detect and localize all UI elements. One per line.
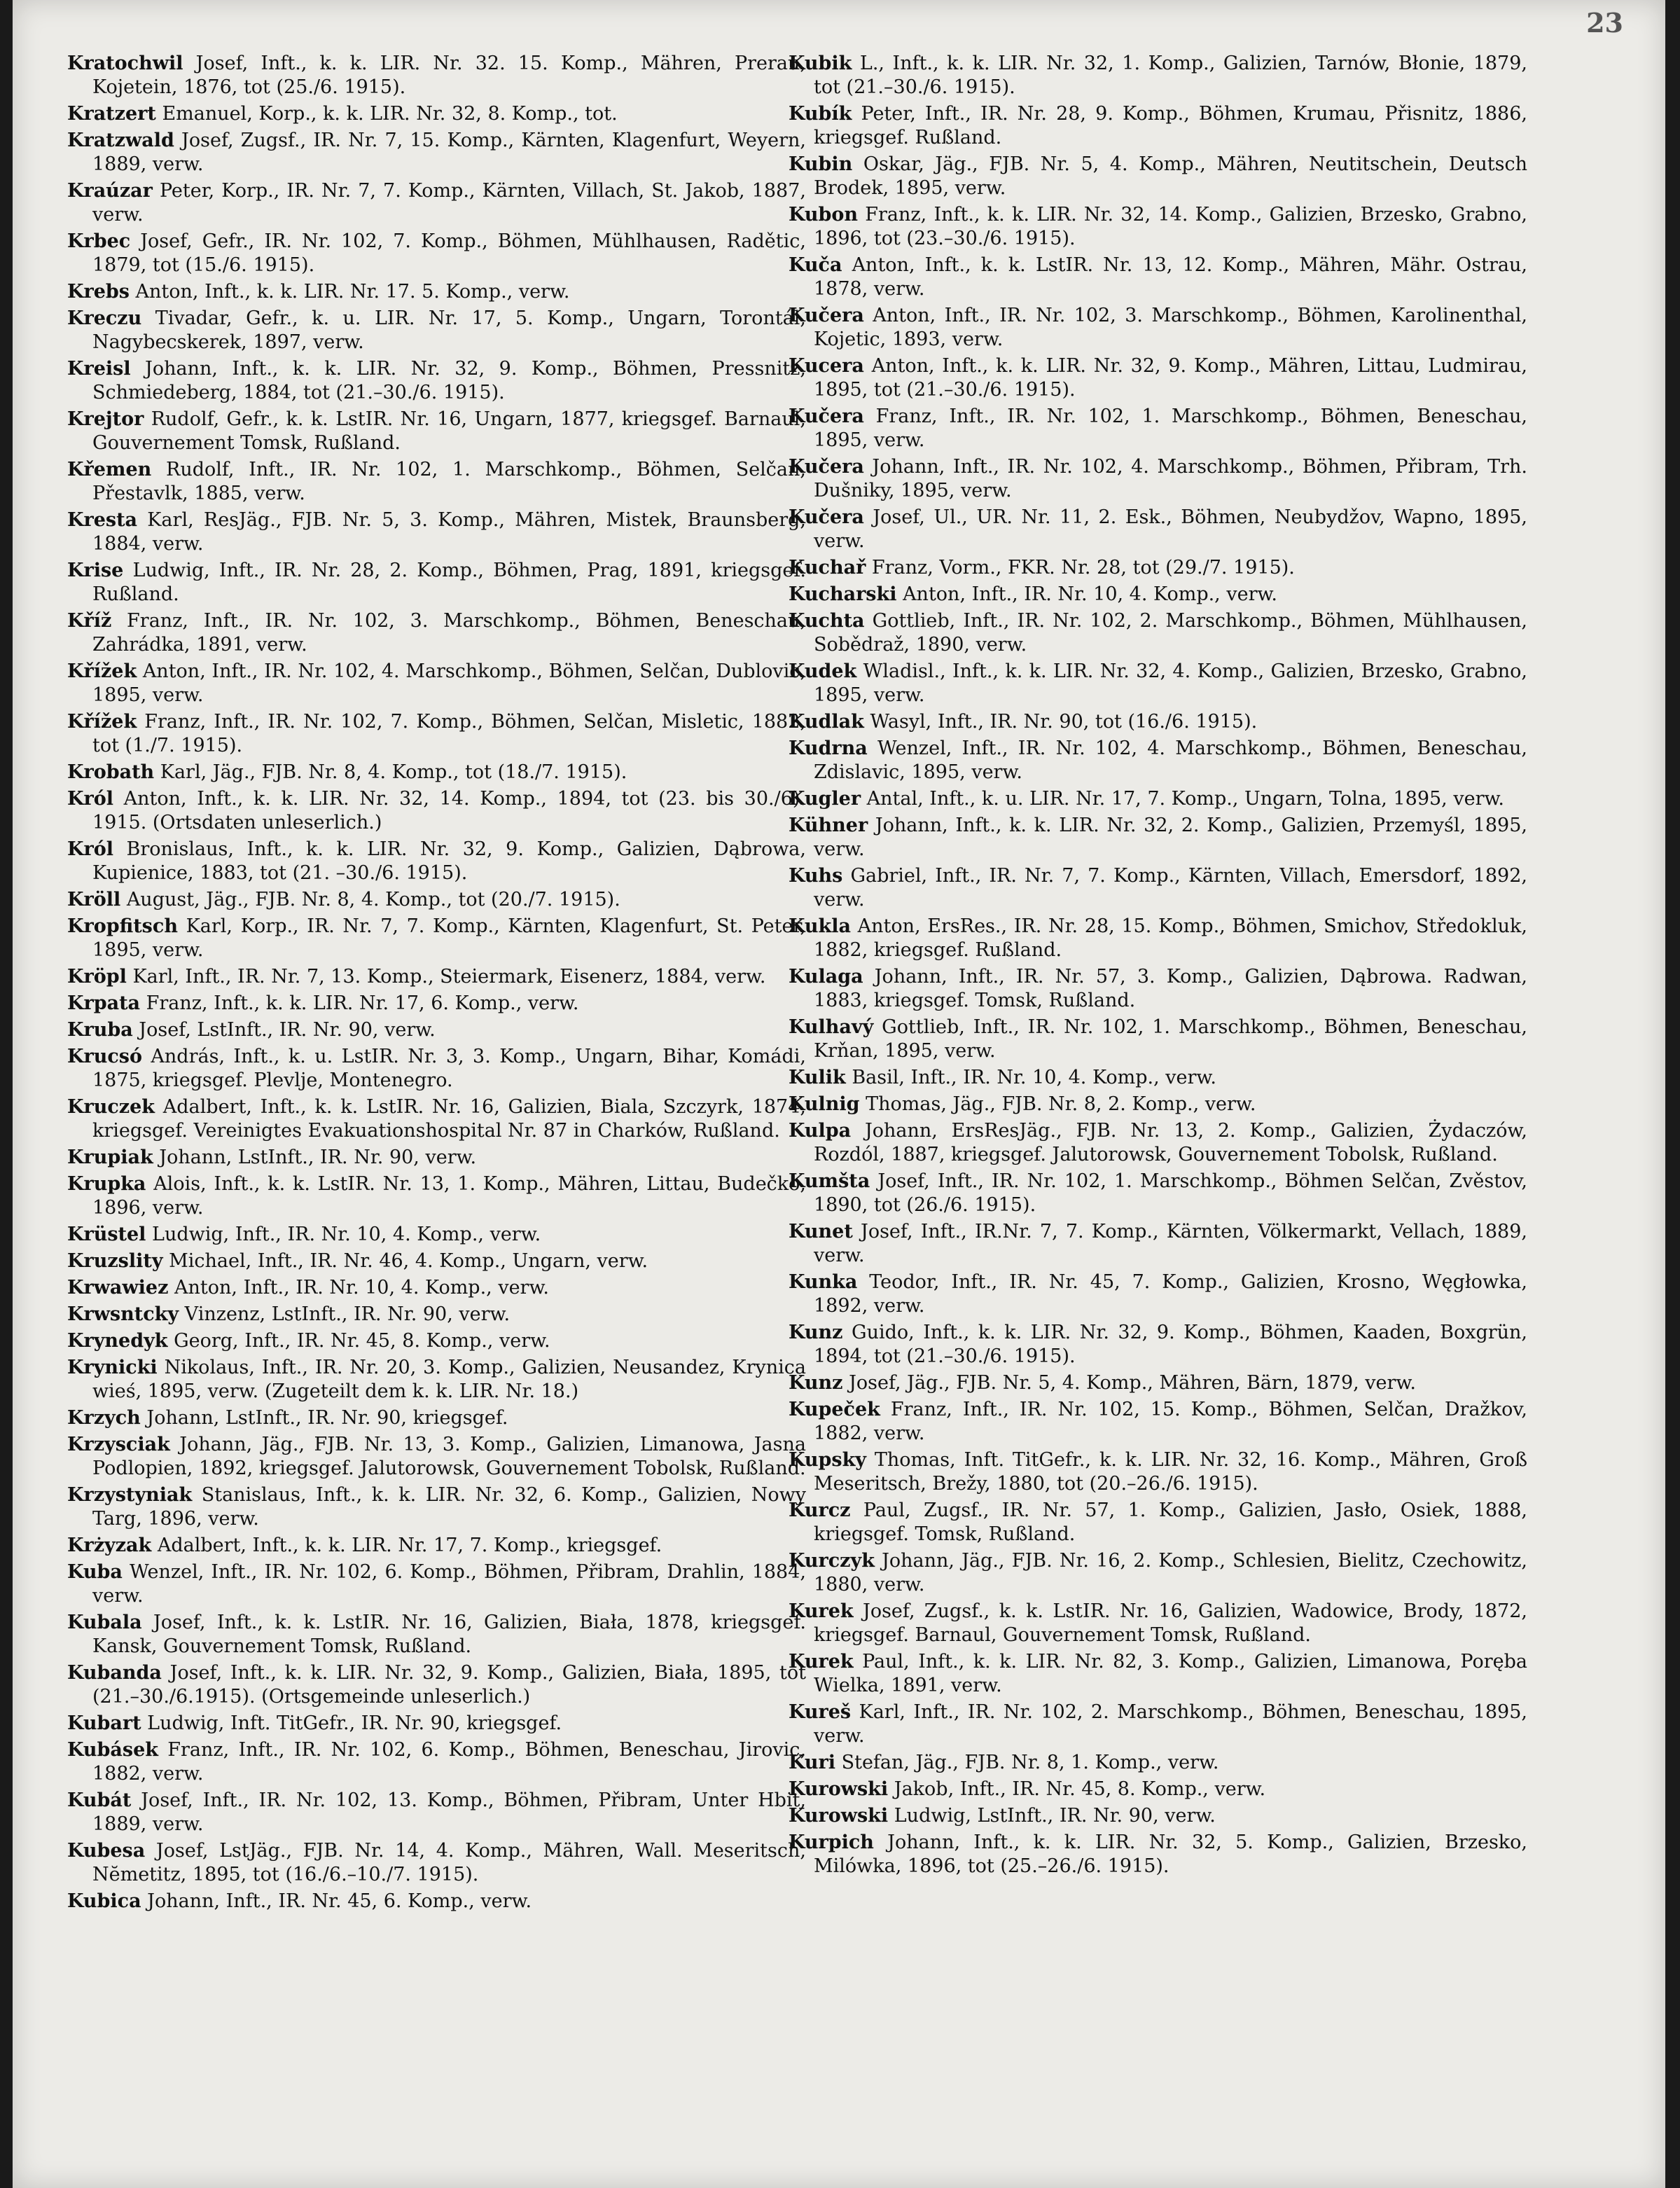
entry-details: L., Inft., k. k. LIR. Nr. 32, 1. Komp., Galizien, Tarnów, Błonie, 1879, tot (21.–30./6. 1915).: [814, 53, 1527, 98]
entry-surname: Kulaga: [789, 966, 863, 988]
list-entry: [789, 1066, 1527, 1090]
entry-details: Johann, Inft., k. k. LIR. Nr. 32, 9. Komp., Böhmen, Pressnitz, Schmiedeberg, 1884, tot (21.–30./6. 1915).: [92, 358, 806, 403]
entry-surname: Kunka: [789, 1271, 858, 1293]
entry-details: Franz, Inft., k. k. LIR. Nr. 32, 14. Komp., Galizien, Brzesko, Grabno, 1896, tot (23.–30./6. 1915).: [814, 204, 1527, 249]
entry-details: Antal, Inft., k. u. LIR. Nr. 17, 7. Komp., Ungarn, Tolna, 1895, verw.: [866, 788, 1504, 810]
list-entry: [789, 609, 1527, 657]
entry-surname: Kuba: [67, 1561, 123, 1583]
entry-details: Franz, Inft., k. k. LIR. Nr. 17, 6. Komp., verw.: [146, 992, 579, 1014]
entry-details: Franz, Vorm., FKR. Nr. 28, tot (29./7. 1915).: [871, 557, 1295, 579]
entry-surname: Kubin: [789, 153, 853, 175]
entry-details: Josef, LstJäg., FJB. Nr. 14, 4. Komp., Mähren, Wall. Meseritsch, Nĕmetitz, 1895, tot (16./6.–10./7. 1915).: [92, 1840, 806, 1885]
entry-surname: Kreisl: [67, 358, 131, 380]
entry-details: Wenzel, Inft., IR. Nr. 102, 4. Marschkomp., Böhmen, Beneschau, Zdislavic, 1895, verw.: [814, 738, 1527, 783]
list-entry: [67, 1534, 806, 1558]
entry-surname: Kratochwil: [67, 53, 183, 74]
list-entry: [67, 52, 806, 99]
entry-surname: Krynedyk: [67, 1330, 168, 1352]
entry-surname: Kulik: [789, 1067, 846, 1088]
entry-details: Thomas, Inft. TitGefr., k. k. LIR. Nr. 32, 16. Komp., Mähren, Groß Meseritsch, Brežy, 1880, tot (20.–26./6. 1915).: [814, 1449, 1527, 1495]
entry-surname: Křemen: [67, 459, 152, 480]
entry-details: Wladisl., Inft., k. k. LIR. Nr. 32, 4. Komp., Galizien, Brzesko, Grabno, 1895, verw.: [814, 660, 1528, 706]
left-column: [67, 52, 806, 1916]
entry-surname: Kulnig: [789, 1093, 860, 1115]
list-entry: [67, 1738, 806, 1786]
entry-surname: Krwsntcky: [67, 1303, 179, 1325]
entry-details: Johann, LstInft., IR. Nr. 90, verw.: [159, 1147, 477, 1168]
entry-details: Paul, Inft., k. k. LIR. Nr. 82, 3. Komp., Galizien, Limanowa, Poręba Wielka, 1891, verw.: [814, 1651, 1527, 1696]
list-entry: [789, 814, 1527, 861]
list-entry: [789, 864, 1527, 912]
entry-details: Anton, Inft., IR. Nr. 10, 4. Komp., verw.: [174, 1277, 549, 1299]
list-entry: [67, 1276, 806, 1300]
list-entry: [67, 1789, 806, 1836]
entry-details: Anton, Inft., k. k. LstIR. Nr. 13, 12. Komp., Mähren, Mähr. Ostrau, 1878, verw.: [814, 254, 1527, 300]
entry-details: Stanislaus, Inft., k. k. LIR. Nr. 32, 6. Komp., Galizien, Nowy Targ, 1896, verw.: [92, 1484, 806, 1530]
entry-details: Bronislaus, Inft., k. k. LIR. Nr. 32, 9. Komp., Galizien, Dąbrowa, Kupienice, 1883, tot (21. –30./6. 1915).: [92, 838, 806, 884]
entry-details: Anton, Inft., k. k. LIR. Nr. 32, 9. Komp., Mähren, Littau, Ludmirau, 1895, tot (21.–30./6. 1915).: [814, 355, 1527, 401]
list-entry: [789, 203, 1527, 251]
entry-surname: Kruba: [67, 1019, 133, 1041]
list-entry: [789, 1778, 1527, 1801]
entry-surname: Kuri: [789, 1752, 835, 1773]
entry-surname: Kuchta: [789, 610, 865, 632]
list-entry: [67, 609, 806, 657]
entry-details: Teodor, Inft., IR. Nr. 45, 7. Komp., Galizien, Krosno, Węgłowka, 1892, verw.: [814, 1271, 1527, 1317]
list-entry: [67, 1303, 806, 1327]
entry-details: Anton, Inft., IR. Nr. 102, 3. Marschkomp., Böhmen, Karolinenthal, Kojetic, 1893, verw.: [814, 305, 1527, 350]
entry-surname: Křížek: [67, 660, 137, 682]
list-entry: [789, 915, 1527, 962]
entry-surname: Krupiak: [67, 1147, 153, 1168]
entry-surname: Kubásek: [67, 1739, 158, 1761]
list-entry: [789, 660, 1527, 707]
right-column: [789, 52, 1527, 1881]
list-entry: [67, 508, 806, 556]
list-entry: [789, 254, 1527, 301]
entry-surname: Kubesa: [67, 1840, 146, 1862]
entry-surname: Kubala: [67, 1612, 142, 1633]
entry-details: Josef, Inft., k. k. LIR. Nr. 32. 15. Komp., Mähren, Prerau, Kojetein, 1876, tot (25./6. 1915).: [92, 53, 806, 98]
list-entry: [67, 1890, 806, 1913]
list-entry: [67, 1146, 806, 1170]
entry-details: Ludwig, Inft. TitGefr., IR. Nr. 90, kriegsgef.: [147, 1712, 562, 1734]
entry-surname: Kudek: [789, 660, 857, 682]
list-entry: [789, 1119, 1527, 1167]
entry-surname: Kucera: [789, 355, 864, 377]
list-entry: [67, 179, 806, 227]
list-entry: [789, 153, 1527, 200]
list-entry: [67, 965, 806, 989]
entry-surname: Krzych: [67, 1407, 141, 1429]
entry-details: Rudolf, Inft., IR. Nr. 102, 1. Marschkomp., Böhmen, Selčan, Přestavlk, 1885, verw.: [92, 459, 806, 504]
entry-surname: Kresta: [67, 509, 138, 531]
entry-surname: Kuča: [789, 254, 842, 276]
list-entry: [789, 737, 1527, 784]
list-entry: [67, 458, 806, 506]
entry-details: Gottlieb, Inft., IR. Nr. 102, 1. Marschkomp., Böhmen, Beneschau, Krňan, 1895, verw.: [814, 1016, 1527, 1062]
entry-surname: Kucharski: [789, 583, 897, 605]
entry-details: Josef, Gefr., IR. Nr. 102, 7. Komp., Böhmen, Mühlhausen, Radětic, 1879, tot (15./6. 1915).: [92, 230, 806, 276]
list-entry: [67, 1329, 806, 1353]
entry-details: Peter, Inft., IR. Nr. 28, 9. Komp., Böhmen, Krumau, Přisnitz, 1886, kriegsgef. Rußland.: [814, 103, 1527, 148]
list-entry: [789, 1499, 1527, 1546]
entry-surname: Kröll: [67, 889, 121, 910]
entry-details: Franz, Inft., IR. Nr. 102, 3. Marschkomp., Böhmen, Beneschau, Zahrádka, 1891, verw.: [92, 610, 807, 656]
entry-surname: Kratzwald: [67, 130, 174, 151]
list-entry: [67, 129, 806, 176]
list-entry: [789, 1448, 1527, 1496]
list-entry: [67, 1433, 806, 1481]
list-entry: [67, 1712, 806, 1736]
entry-details: Franz, Inft., IR. Nr. 102, 15. Komp., Böhmen, Selčan, Dražkov, 1882, verw.: [814, 1399, 1527, 1444]
list-entry: [789, 1170, 1527, 1217]
entry-details: Wasyl, Inft., IR. Nr. 90, tot (16./6. 1915).: [870, 711, 1258, 733]
entry-surname: Kubica: [67, 1890, 141, 1912]
list-entry: [789, 1600, 1527, 1647]
entry-surname: Kurowski: [789, 1805, 889, 1827]
entry-surname: Kugler: [789, 788, 861, 810]
entry-details: Vinzenz, LstInft., IR. Nr. 90, verw.: [184, 1303, 511, 1325]
entry-surname: Kratzert: [67, 103, 156, 125]
list-entry: [67, 230, 806, 277]
list-entry: [67, 787, 806, 835]
entry-details: Franz, Inft., IR. Nr. 102, 6. Komp., Böhmen, Beneschau, Jirovic, 1882, verw.: [92, 1739, 806, 1785]
entry-details: Johann, Inft., IR. Nr. 102, 4. Marschkomp., Böhmen, Přibram, Trh. Dušniky, 1895, verw.: [814, 456, 1527, 501]
list-entry: [789, 1549, 1527, 1597]
list-entry: [67, 1611, 806, 1659]
entry-details: Alois, Inft., k. k. LstIR. Nr. 13, 1. Komp., Mähren, Littau, Budečko, 1896, verw.: [92, 1173, 806, 1219]
entry-surname: Krejtor: [67, 408, 144, 430]
list-entry: [67, 408, 806, 455]
entry-surname: Kurek: [789, 1651, 854, 1673]
list-entry: [67, 1249, 806, 1273]
entry-details: Rudolf, Gefr., k. k. LstIR. Nr. 16, Ungarn, 1877, kriegsgef. Barnaul, Gouvernement Tomsk, Rußland.: [92, 408, 806, 454]
entry-surname: Kuhs: [789, 865, 843, 887]
list-entry: [789, 1321, 1527, 1369]
list-entry: [789, 405, 1527, 452]
entry-details: Stefan, Jäg., FJB. Nr. 8, 1. Komp., verw.: [841, 1752, 1219, 1773]
entry-details: Guido, Inft., k. k. LIR. Nr. 32, 9. Komp., Böhmen, Kaaden, Boxgrün, 1894, tot (21.–30./6. 1915).: [814, 1322, 1527, 1367]
entry-surname: Kureš: [789, 1701, 852, 1723]
entry-details: András, Inft., k. u. LstIR. Nr. 3, 3. Komp., Ungarn, Bihar, Komádi, 1875, kriegsgef. Plevlje, Montenegro.: [92, 1046, 806, 1091]
entry-details: Michael, Inft., IR. Nr. 46, 4. Komp., Ungarn, verw.: [169, 1250, 648, 1272]
entry-surname: Kumšta: [789, 1170, 870, 1192]
entry-surname: Kříž: [67, 610, 112, 632]
entry-surname: Kunet: [789, 1221, 853, 1242]
entry-surname: Kupeček: [789, 1399, 880, 1420]
list-entry: [67, 1406, 806, 1430]
entry-details: Ludwig, Inft., IR. Nr. 28, 2. Komp., Böhmen, Prag, 1891, kriegsgef. Rußland.: [92, 560, 806, 605]
list-entry: [67, 838, 806, 885]
entry-surname: Kühner: [789, 815, 868, 836]
entry-details: Ludwig, Inft., IR. Nr. 10, 4. Komp., verw.: [152, 1224, 541, 1245]
entry-details: Anton, Inft., IR. Nr. 102, 4. Marschkomp., Böhmen, Selčan, Dublovic, 1895, verw.: [92, 660, 806, 706]
list-entry: [67, 761, 806, 784]
entry-surname: Kubanda: [67, 1662, 162, 1684]
entry-details: Josef, Zugsf., IR. Nr. 7, 15. Komp., Kärnten, Klagenfurt, Weyern, 1889, verw.: [92, 130, 806, 175]
entry-details: Jakob, Inft., IR. Nr. 45, 8. Komp., verw.: [894, 1778, 1266, 1800]
entry-details: Karl, Jäg., FJB. Nr. 8, 4. Komp., tot (18./7. 1915).: [160, 761, 627, 783]
list-entry: [67, 1839, 806, 1887]
entry-surname: Kröpl: [67, 966, 127, 988]
entry-details: Johann, Inft., k. k. LIR. Nr. 32, 5. Komp., Galizien, Brzesko, Milówka, 1896, tot (25.–26./6. 1915).: [814, 1832, 1527, 1877]
entry-details: Thomas, Jäg., FJB. Nr. 8, 2. Komp., verw.: [866, 1093, 1256, 1115]
entry-details: Johann, Jäg., FJB. Nr. 16, 2. Komp., Schlesien, Bielitz, Czechowitz, 1880, verw.: [814, 1550, 1527, 1595]
entry-surname: Kraúzar: [67, 180, 153, 202]
entry-surname: Kučera: [789, 456, 864, 478]
list-entry: [789, 1270, 1527, 1318]
list-entry: [789, 1093, 1527, 1116]
list-entry: [67, 1045, 806, 1093]
entry-surname: Kubart: [67, 1712, 141, 1734]
entry-details: Karl, Inft., IR. Nr. 102, 2. Marschkomp., Böhmen, Beneschau, 1895, verw.: [814, 1701, 1527, 1747]
entry-surname: Kulpa: [789, 1120, 852, 1142]
entry-surname: Król: [67, 838, 113, 860]
entry-surname: Krynicki: [67, 1357, 158, 1378]
list-entry: [789, 52, 1527, 99]
list-entry: [67, 660, 806, 707]
list-entry: [789, 506, 1527, 553]
entry-details: Karl, Inft., IR. Nr. 7, 13. Komp., Steiermark, Eisenerz, 1884, verw.: [132, 966, 766, 988]
entry-surname: Kudrna: [789, 738, 868, 759]
entry-details: Johann, ErsResJäg., FJB. Nr. 13, 2. Komp., Galizien, Żydaczów, Rozdól, 1887, kriegsgef. Jalutorowsk, Gouvernement Tobolsk, Rußland.: [814, 1120, 1527, 1165]
entry-surname: Kubik: [789, 53, 852, 74]
list-entry: [789, 710, 1527, 734]
entry-surname: Krpata: [67, 992, 141, 1014]
entry-surname: Kurcz: [789, 1500, 851, 1521]
entry-surname: Kurczyk: [789, 1550, 875, 1572]
list-entry: [789, 102, 1527, 150]
entry-surname: Krbec: [67, 230, 131, 252]
entry-details: Gottlieb, Inft., IR. Nr. 102, 2. Marschkomp., Böhmen, Mühlhausen, Sobědraž, 1890, verw.: [814, 610, 1527, 656]
list-entry: [67, 280, 806, 304]
list-entry: [789, 583, 1527, 607]
entry-details: Paul, Zugsf., IR. Nr. 57, 1. Komp., Galizien, Jasło, Osiek, 1888, kriegsgef. Tomsk, Rußland.: [814, 1500, 1527, 1545]
entry-details: Anton, Inft., IR. Nr. 10, 4. Komp., verw.: [903, 583, 1277, 605]
list-entry: [789, 1016, 1527, 1063]
entry-details: Josef, Zugsf., k. k. LstIR. Nr. 16, Galizien, Wadowice, Brody, 1872, kriegsgef. Barnaul, Gouvernement Tomsk, Rußland.: [814, 1600, 1527, 1646]
list-entry: [67, 915, 806, 962]
list-entry: [67, 1483, 806, 1531]
entry-surname: Kurek: [789, 1600, 854, 1622]
entry-details: Adalbert, Inft., k. k. LIR. Nr. 17, 7. Komp., kriegsgef.: [157, 1535, 662, 1556]
entry-surname: Kubon: [789, 204, 859, 226]
entry-surname: Kunz: [789, 1322, 843, 1343]
list-entry: [789, 1371, 1527, 1395]
list-entry: [67, 307, 806, 354]
list-entry: [67, 1560, 806, 1608]
entry-details: Emanuel, Korp., k. k. LIR. Nr. 32, 8. Komp., tot.: [162, 103, 618, 125]
entry-details: Adalbert, Inft., k. k. LstIR. Nr. 16, Galizien, Biala, Szczyrk, 1874, kriegsgef. Vereinigtes Evakuationshospital Nr. 87 in Charków, Rußland.: [92, 1096, 806, 1142]
entry-details: Karl, ResJäg., FJB. Nr. 5, 3. Komp., Mähren, Mistek, Braunsberg, 1884, verw.: [92, 509, 806, 555]
entry-details: Josef, Inft., IR. Nr. 102, 1. Marschkomp., Böhmen Selčan, Zvěstov, 1890, tot (26./6. 1915).: [814, 1170, 1527, 1216]
entry-surname: Kurpich: [789, 1832, 874, 1853]
entry-surname: Krzysciak: [67, 1434, 170, 1455]
entry-surname: Kulhavý: [789, 1016, 874, 1038]
list-entry: [789, 354, 1527, 402]
entry-surname: Krebs: [67, 281, 130, 303]
entry-surname: Kreczu: [67, 307, 142, 329]
entry-details: Anton, ErsRes., IR. Nr. 28, 15. Komp., Böhmen, Smichov, Středokluk, 1882, kriegsgef. Rußland.: [814, 915, 1527, 961]
list-entry: [67, 1661, 806, 1709]
entry-surname: Kupsky: [789, 1449, 866, 1471]
entry-details: Anton, Inft., k. k. LIR. Nr. 17. 5. Komp., verw.: [135, 281, 570, 303]
list-entry: [67, 357, 806, 405]
entry-details: Wenzel, Inft., IR. Nr. 102, 6. Komp., Böhmen, Přibram, Drahlin, 1884, verw.: [92, 1561, 806, 1607]
entry-details: Johann, LstInft., IR. Nr. 90, kriegsgef.: [146, 1407, 508, 1429]
entry-details: Johann, Inft., IR. Nr. 57, 3. Komp., Galizien, Dąbrowa. Radwan, 1883, kriegsgef. Tomsk, Rußland.: [814, 966, 1527, 1011]
entry-details: Franz, Inft., IR. Nr. 102, 1. Marschkomp., Böhmen, Beneschau, 1895, verw.: [814, 406, 1527, 451]
list-entry: [67, 1356, 806, 1404]
entry-surname: Krżyzak: [67, 1535, 152, 1556]
entry-details: August, Jäg., FJB. Nr. 8, 4. Komp., tot (20./7. 1915).: [126, 889, 620, 910]
entry-surname: Kukla: [789, 915, 851, 937]
list-entry: [789, 1398, 1527, 1446]
list-entry: [789, 965, 1527, 1013]
entry-details: Josef, Inft., k. k. LIR. Nr. 32, 9. Komp., Galizien, Biała, 1895, tot (21.–30./6.1915). (Ortsgemeinde unleserlich.): [92, 1662, 806, 1708]
entry-details: Nikolaus, Inft., IR. Nr. 20, 3. Komp., Galizien, Neusandez, Krynica wieś, 1895, verw. (Zugeteilt dem k. k. LIR. Nr. 18.): [92, 1357, 806, 1402]
entry-surname: Kučera: [789, 406, 864, 427]
entry-details: Johann, Inft., IR. Nr. 45, 6. Komp., verw.: [147, 1890, 532, 1912]
entry-details: Josef, Jäg., FJB. Nr. 5, 4. Komp., Mähren, Bärn, 1879, verw.: [849, 1372, 1416, 1394]
list-entry: [789, 304, 1527, 352]
entry-surname: Krucsó: [67, 1046, 142, 1067]
entry-details: Georg, Inft., IR. Nr. 45, 8. Komp., verw.: [174, 1330, 550, 1352]
list-entry: [67, 102, 806, 126]
entry-surname: Krzystyniak: [67, 1484, 193, 1506]
list-entry: [789, 1220, 1527, 1268]
list-entry: [789, 1804, 1527, 1828]
entry-surname: Król: [67, 788, 113, 810]
entry-surname: Krise: [67, 560, 124, 581]
entry-surname: Kruczek: [67, 1096, 155, 1118]
entry-surname: Krwawiez: [67, 1277, 169, 1299]
entry-surname: Krupka: [67, 1173, 146, 1195]
list-entry: [789, 787, 1527, 811]
entry-surname: Kruzslity: [67, 1250, 163, 1272]
entry-details: Basil, Inft., IR. Nr. 10, 4. Komp., verw.: [852, 1067, 1216, 1088]
list-entry: [67, 1095, 806, 1143]
list-entry: [67, 1018, 806, 1042]
entry-surname: Kunz: [789, 1372, 843, 1394]
list-entry: [67, 1223, 806, 1247]
entry-details: Josef, Inft., k. k. LstIR. Nr. 16, Galizien, Biała, 1878, kriegsgef. Kansk, Gouvernement Tomsk, Rußland.: [92, 1612, 806, 1657]
entry-details: Anton, Inft., k. k. LIR. Nr. 32, 14. Komp., 1894, tot (23. bis 30./6). 1915. (Ortsdaten unleserlich.): [92, 788, 806, 833]
entry-details: Gabriel, Inft., IR. Nr. 7, 7. Komp., Kärnten, Villach, Emersdorf, 1892, verw.: [814, 865, 1527, 910]
entry-details: Peter, Korp., IR. Nr. 7, 7. Komp., Kärnten, Villach, St. Jakob, 1887, verw.: [92, 180, 806, 226]
entry-details: Josef, LstInft., IR. Nr. 90, verw.: [139, 1019, 436, 1041]
list-entry: [789, 1701, 1527, 1748]
entry-surname: Krobath: [67, 761, 155, 783]
list-entry: [67, 559, 806, 607]
list-entry: [789, 455, 1527, 503]
entry-surname: Kuchař: [789, 557, 866, 579]
entry-details: Josef, Inft., IR.Nr. 7, 7. Komp., Kärnten, Völkermarkt, Vellach, 1889, verw.: [814, 1221, 1527, 1266]
entry-details: Oskar, Jäg., FJB. Nr. 5, 4. Komp., Mähren, Neutitschein, Deutsch Brodek, 1895, verw.: [814, 153, 1527, 199]
entry-details: Tivadar, Gefr., k. u. LIR. Nr. 17, 5. Komp., Ungarn, Torontál, Nagybecskerek, 1897, verw.: [92, 307, 806, 353]
list-entry: [67, 710, 806, 758]
list-entry: [789, 1831, 1527, 1878]
list-entry: [789, 556, 1527, 580]
entry-details: Josef, Ul., UR. Nr. 11, 2. Esk., Böhmen, Neubydžov, Wapno, 1895, verw.: [814, 506, 1527, 552]
entry-details: Karl, Korp., IR. Nr. 7, 7. Komp., Kärnten, Klagenfurt, St. Peter, 1895, verw.: [92, 915, 806, 961]
entry-surname: Kubát: [67, 1789, 132, 1811]
list-entry: [789, 1751, 1527, 1775]
entry-details: Ludwig, LstInft., IR. Nr. 90, verw.: [894, 1805, 1216, 1827]
entry-surname: Kučera: [789, 506, 864, 528]
entry-details: Franz, Inft., IR. Nr. 102, 7. Komp., Böhmen, Selčan, Misletic, 1882, tot (1./7. 1915).: [92, 711, 806, 756]
document-page: [13, 0, 1665, 2188]
page-number: 23: [1586, 7, 1623, 39]
entry-surname: Kudlak: [789, 711, 864, 733]
entry-surname: Kropfitsch: [67, 915, 178, 937]
entry-surname: Kučera: [789, 305, 864, 326]
entry-surname: Křížek: [67, 711, 137, 733]
list-entry: [67, 1172, 806, 1220]
entry-surname: Krüstel: [67, 1224, 146, 1245]
entry-details: Josef, Inft., IR. Nr. 102, 13. Komp., Böhmen, Přibram, Unter Hbit, 1889, verw.: [92, 1789, 806, 1835]
entry-surname: Kurowski: [789, 1778, 889, 1800]
list-entry: [789, 1650, 1527, 1698]
entry-details: Johann, Jäg., FJB. Nr. 13, 3. Komp., Galizien, Limanowa, Jasna Podlopien, 1892, kriegsgef. Jalutorowsk, Gouvernement Tobolsk, Rußland.: [92, 1434, 806, 1479]
list-entry: [67, 888, 806, 912]
entry-surname: Kubík: [789, 103, 852, 125]
list-entry: [67, 992, 806, 1016]
entry-details: Johann, Inft., k. k. LIR. Nr. 32, 2. Komp., Galizien, Przemyśl, 1895, verw.: [814, 815, 1527, 860]
